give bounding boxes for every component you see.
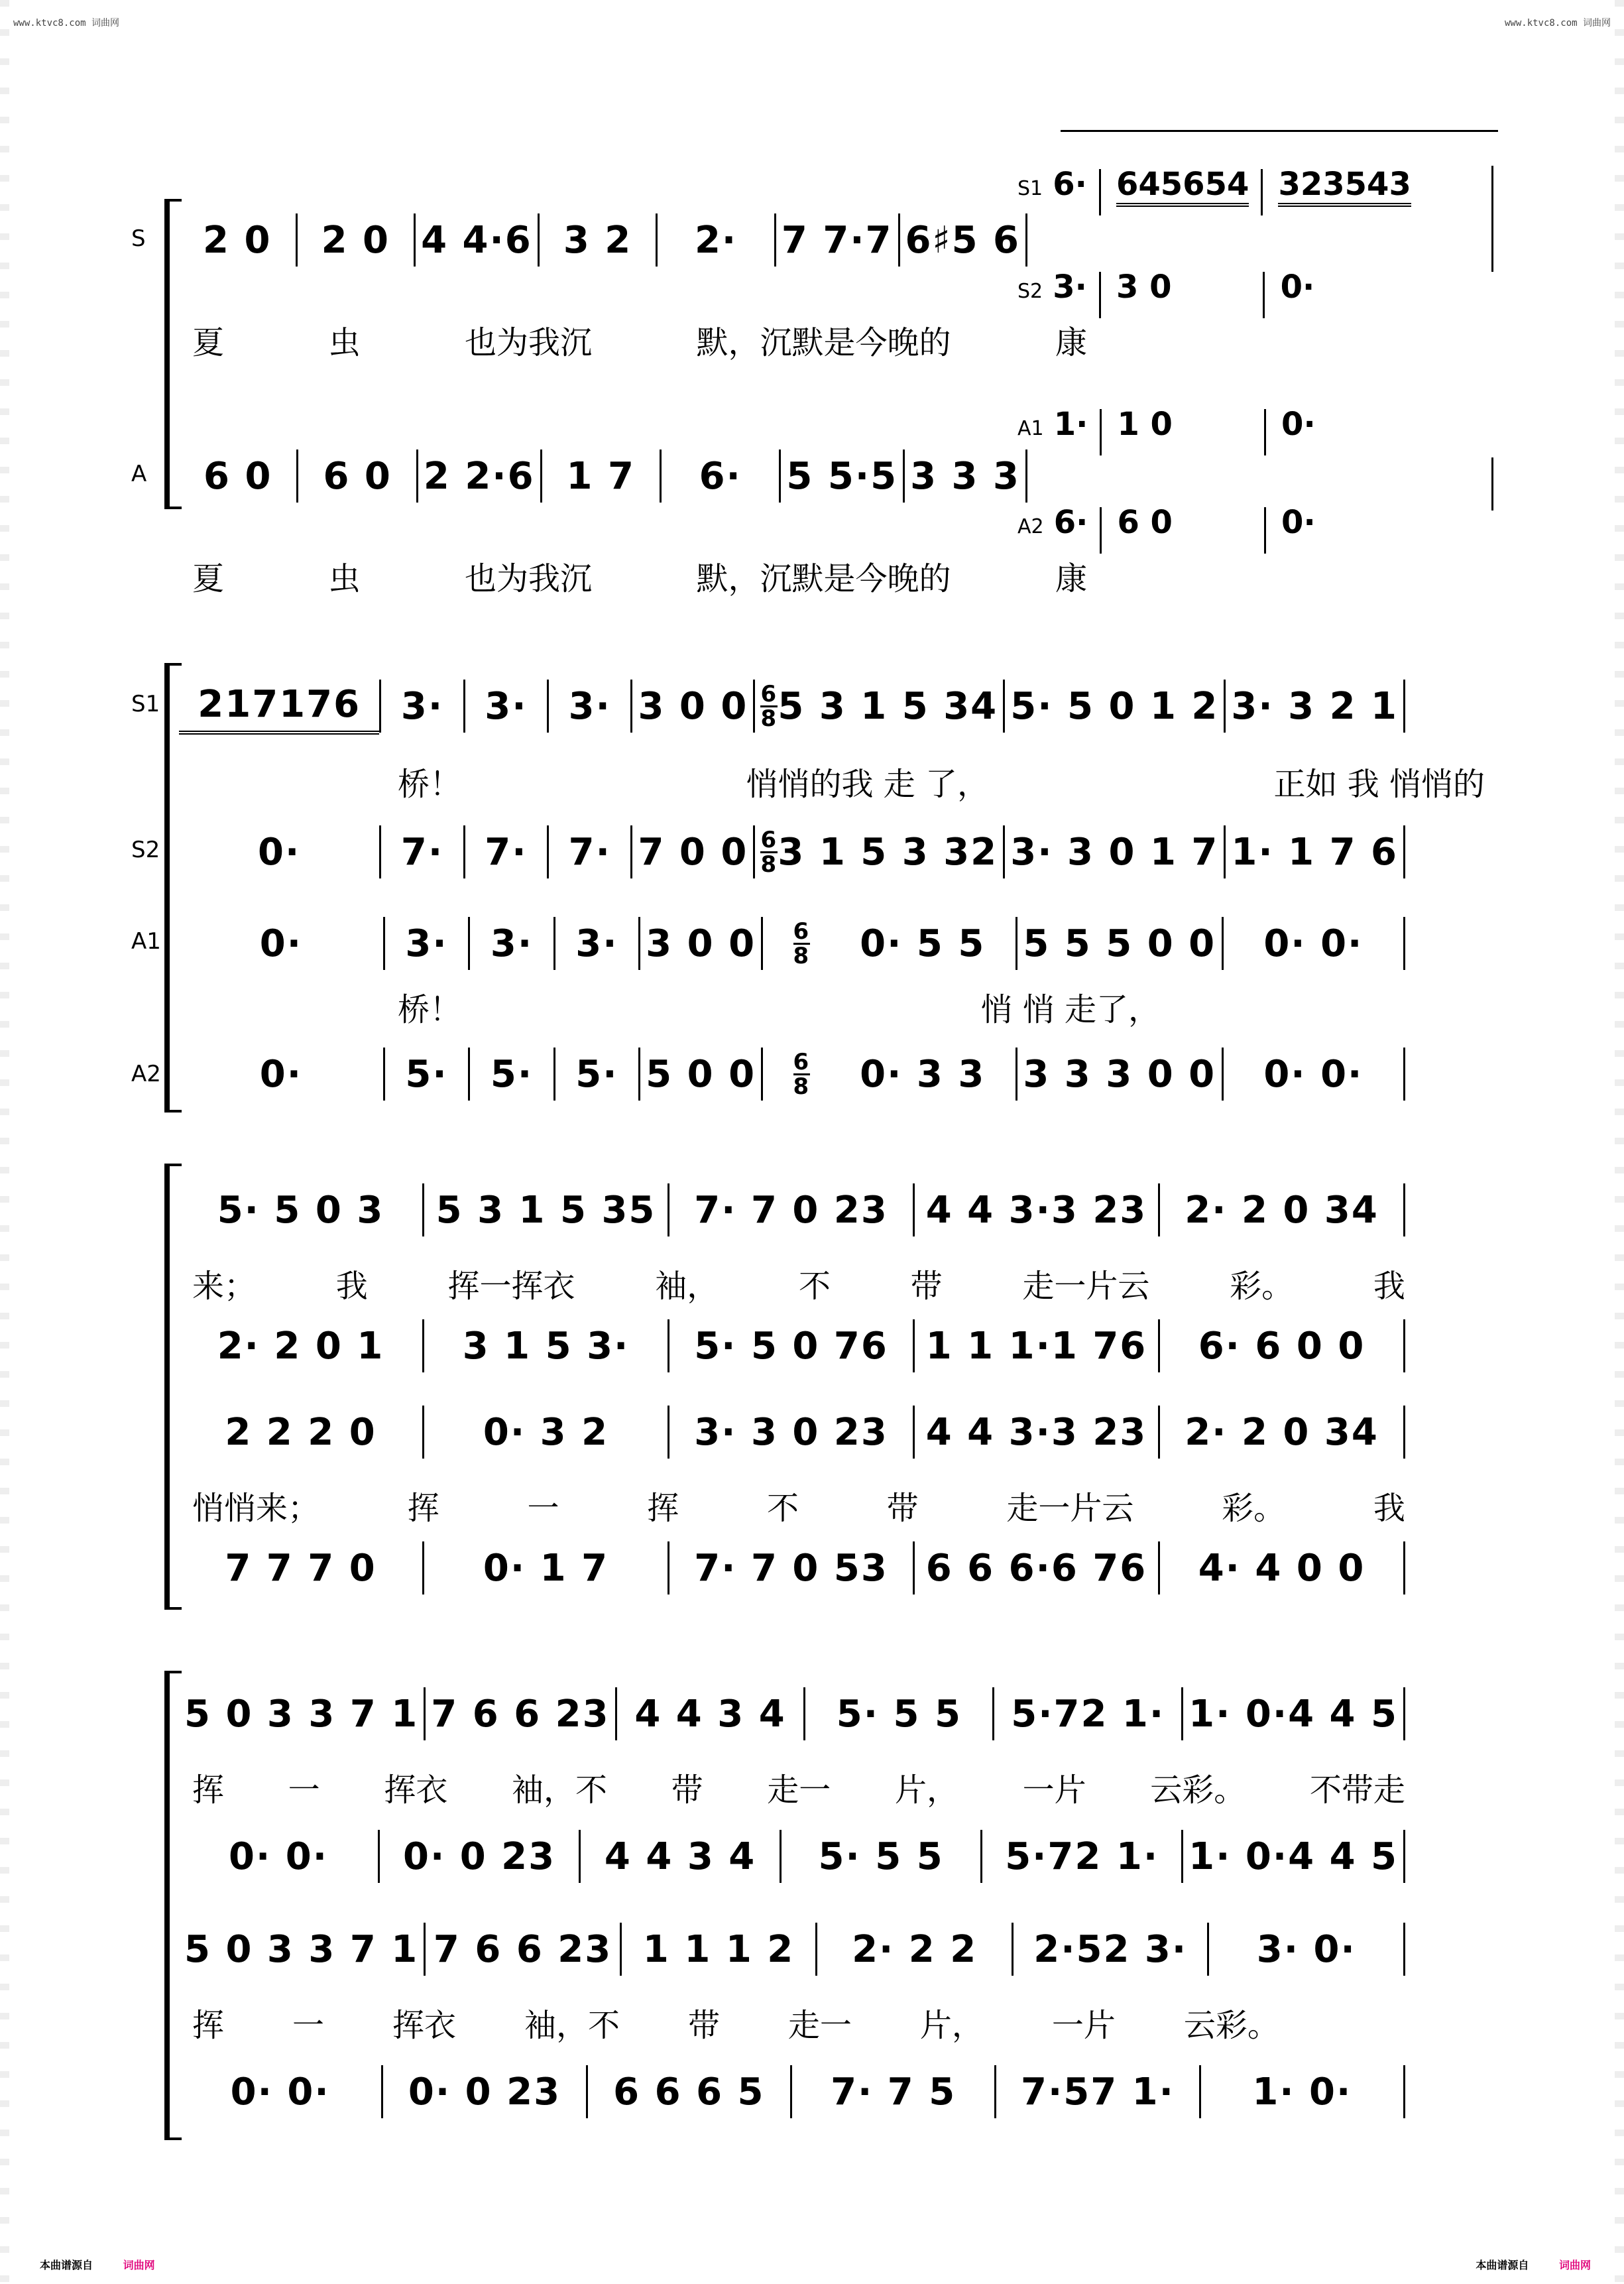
measure: 3· bbox=[463, 680, 547, 733]
time-signature bbox=[793, 1048, 811, 1100]
measure: 1· 0· bbox=[1199, 2065, 1403, 2118]
measure: 6 6 6 5 bbox=[586, 2065, 790, 2118]
divisi-s1 bbox=[1017, 166, 1411, 215]
staff-row-4 bbox=[179, 2065, 1405, 2118]
voice-label-a1: A1 bbox=[1017, 417, 1044, 440]
measure: 7· 7 0 53 bbox=[667, 1541, 913, 1594]
note-group: 5 3 1 5 34 bbox=[778, 684, 998, 728]
measure: 7· 7 0 23 bbox=[667, 1183, 913, 1236]
lyric: 一片 bbox=[1022, 1771, 1086, 1809]
measure: 7· bbox=[463, 825, 547, 878]
lyric: 一 bbox=[288, 1771, 320, 1809]
fermata-note: 1· bbox=[1053, 406, 1088, 443]
barline bbox=[1403, 1923, 1405, 1976]
note-group: 0· bbox=[1281, 504, 1316, 541]
measure: 0· bbox=[258, 830, 301, 874]
measure: 0· 0 23 bbox=[381, 2065, 585, 2118]
measure: 1 1 1 2 bbox=[620, 1923, 816, 1976]
measure: 2 2 2 0 bbox=[225, 1410, 377, 1454]
note-group: 323543 bbox=[1278, 166, 1411, 207]
staff-s2 bbox=[179, 825, 1405, 878]
measure: 7 6 6 23 bbox=[424, 1687, 614, 1740]
measure: 0· 1 7 bbox=[422, 1541, 667, 1594]
barline bbox=[1403, 825, 1405, 878]
measure: 1 7 bbox=[540, 450, 660, 503]
measure: 5· 5 5 bbox=[780, 1830, 980, 1883]
divisi-s2 bbox=[1017, 269, 1314, 318]
measure: 3· 0· bbox=[1207, 1923, 1403, 1976]
measure: 4 4 3 4 bbox=[579, 1830, 780, 1883]
lyric: 片， bbox=[894, 1771, 958, 1809]
note-group: 0· bbox=[1281, 406, 1316, 443]
left-watermark-strip bbox=[0, 0, 9, 2284]
lyric: 不带走 bbox=[1309, 1771, 1405, 1809]
lyric: 康 bbox=[1055, 324, 1087, 361]
lyric: 我 bbox=[1373, 1489, 1405, 1527]
lyric: 康 bbox=[1055, 560, 1087, 597]
measure: 1 1 1·1 76 bbox=[913, 1319, 1158, 1372]
lyric: 不 bbox=[798, 1267, 831, 1305]
barline bbox=[1025, 450, 1027, 503]
lyric: 虫 bbox=[328, 324, 361, 361]
measure: 4 4 3·3 23 bbox=[913, 1183, 1158, 1236]
lyric: 不 bbox=[766, 1489, 799, 1527]
barline bbox=[1403, 2065, 1405, 2118]
lyric: 彩。 bbox=[1222, 1489, 1286, 1527]
note-group: 0· 5 5 bbox=[860, 922, 986, 965]
note-group: 6 0 bbox=[1117, 504, 1173, 541]
lyric: 默，沉默是今晚的 bbox=[696, 560, 951, 597]
staff-row-2 bbox=[179, 1319, 1405, 1372]
divisi-top-line bbox=[1061, 130, 1498, 132]
header-left: www.ktvc8.com 词曲网 bbox=[13, 18, 120, 29]
lyrics-row-1 bbox=[192, 1767, 1405, 1807]
voice-label-s2: S2 bbox=[131, 837, 160, 863]
measure: 0· bbox=[259, 1052, 303, 1096]
voice-label-s: S bbox=[131, 225, 146, 252]
staff-s bbox=[179, 213, 1027, 267]
lyric: 云彩。 bbox=[1183, 2006, 1279, 2044]
measure bbox=[761, 1048, 1015, 1101]
measure: 3· 3 0 23 bbox=[667, 1406, 913, 1459]
lyrics-s bbox=[192, 320, 1087, 359]
lyric: 袖，不 bbox=[524, 2006, 620, 2044]
right-watermark-strip bbox=[1615, 0, 1624, 2284]
lyric: 走一片云 bbox=[1022, 1267, 1150, 1305]
staff-row-3 bbox=[179, 1406, 1405, 1459]
footer-text: 本曲谱源自 bbox=[40, 2259, 93, 2271]
lyric: 带 bbox=[910, 1267, 943, 1305]
lyric: 带 bbox=[687, 2006, 720, 2044]
lyric: 挥衣 bbox=[384, 1771, 448, 1809]
measure: 5 0 3 3 7 1 bbox=[184, 1692, 419, 1736]
staff-row-3 bbox=[179, 1923, 1405, 1976]
measure: 3 3 3 bbox=[903, 450, 1025, 503]
measure: 3· bbox=[468, 917, 553, 970]
measure: 0· 0· bbox=[1222, 917, 1403, 970]
voice-label-a1: A1 bbox=[131, 928, 161, 955]
lyric: 正如 我 悄悄的 bbox=[1273, 765, 1485, 803]
footer-left bbox=[40, 2257, 155, 2272]
lyrics-s1 bbox=[398, 761, 1485, 801]
measure: 6 0 bbox=[296, 450, 416, 503]
lyric: 虫 bbox=[328, 560, 361, 597]
barline bbox=[1403, 1541, 1405, 1594]
voice-label-a2: A2 bbox=[1017, 515, 1044, 538]
lyrics-row-1 bbox=[192, 1263, 1405, 1303]
measure: 5· 5 5 bbox=[803, 1687, 992, 1740]
measure: 2· bbox=[656, 213, 774, 267]
lyric: 我 bbox=[1373, 1267, 1405, 1305]
lyric: 袖， bbox=[655, 1267, 719, 1305]
lyric: 挥一挥衣 bbox=[447, 1267, 575, 1305]
lyric: 悄 悄 走了， bbox=[980, 991, 1160, 1028]
measure: 7 0 0 bbox=[630, 825, 753, 878]
barline bbox=[1403, 1048, 1405, 1101]
lyrics-a1 bbox=[398, 987, 1160, 1026]
measure: 6· 6 0 0 bbox=[1158, 1319, 1403, 1372]
note-group: 0· 3 3 bbox=[860, 1052, 986, 1096]
barline bbox=[1491, 166, 1493, 272]
measure: 5·72 1· bbox=[980, 1830, 1181, 1883]
lyric: 片， bbox=[919, 2006, 984, 2044]
measure: 6 6 6·6 76 bbox=[913, 1541, 1158, 1594]
lyric: 桥！ bbox=[398, 991, 462, 1028]
measure: 7 7·7 bbox=[774, 213, 898, 267]
lyric: 一 bbox=[292, 2006, 324, 2044]
ts-top: 6 bbox=[793, 918, 811, 945]
fermata-note: 6· bbox=[1053, 504, 1088, 541]
measure: 217176 bbox=[179, 678, 379, 735]
measure: 2· 2 2 bbox=[815, 1923, 1012, 1976]
measure: 1· 0·4 4 5 bbox=[1181, 1830, 1403, 1883]
barline bbox=[1403, 1183, 1405, 1236]
measure: 4· 4 0 0 bbox=[1158, 1541, 1403, 1594]
barline bbox=[1403, 1830, 1405, 1883]
measure: 3 3 3 0 0 bbox=[1015, 1048, 1222, 1101]
measure: 5 3 1 5 35 bbox=[422, 1183, 667, 1236]
measure: 5 0 3 3 7 1 bbox=[184, 1927, 419, 1971]
lyric: 一 bbox=[527, 1489, 559, 1527]
barline bbox=[1403, 1319, 1405, 1372]
lyric: 挥 bbox=[192, 1771, 225, 1809]
measure: 6· bbox=[660, 450, 779, 503]
fermata-note: 6· bbox=[1053, 166, 1087, 203]
measure: 7· bbox=[547, 825, 630, 878]
lyric: 悄悄来； bbox=[192, 1489, 320, 1527]
lyric: 一片 bbox=[1051, 2006, 1116, 2044]
measure: 3 1 5 3· bbox=[422, 1319, 667, 1372]
lyric: 走一 bbox=[787, 2006, 852, 2044]
ts-top: 6 bbox=[760, 680, 778, 707]
measure: 2 2·6 bbox=[416, 450, 540, 503]
measure: 2 0 bbox=[296, 213, 414, 267]
note-group: 0· bbox=[1280, 269, 1315, 306]
measure: 7· 7 5 bbox=[790, 2065, 994, 2118]
measure: 4 4·6 bbox=[414, 213, 538, 267]
staff-s1 bbox=[179, 680, 1405, 733]
measure: 0· 0 23 bbox=[378, 1830, 579, 1883]
measure: 7 7 7 0 bbox=[225, 1546, 377, 1590]
lyric: 来； bbox=[192, 1267, 257, 1305]
measure: 5· bbox=[468, 1048, 553, 1101]
fermata-note: 3· bbox=[1053, 269, 1087, 306]
measure: 3· 3 0 1 7 bbox=[1003, 825, 1224, 878]
staff-a2 bbox=[179, 1048, 1405, 1101]
staff-a bbox=[179, 450, 1027, 503]
lyric: 悄悄的我 走 了， bbox=[746, 765, 989, 803]
lyric: 我 bbox=[335, 1267, 368, 1305]
lyric: 也为我沉 bbox=[464, 560, 592, 597]
barline bbox=[1403, 1406, 1405, 1459]
measure: 5· bbox=[383, 1048, 468, 1101]
lyric: 也为我沉 bbox=[464, 324, 592, 361]
measure: 7· bbox=[379, 825, 463, 878]
measure bbox=[761, 917, 1015, 970]
voice-label-s1: S1 bbox=[131, 691, 160, 717]
lyric: 挥 bbox=[407, 1489, 439, 1527]
measure: 4 4 3 4 bbox=[615, 1687, 804, 1740]
lyric: 彩。 bbox=[1230, 1267, 1294, 1305]
measure: 7·57 1· bbox=[994, 2065, 1198, 2118]
barline bbox=[1403, 1687, 1405, 1740]
measure: 5 0 0 bbox=[638, 1048, 761, 1101]
measure: 1· 0·4 4 5 bbox=[1181, 1687, 1403, 1740]
measure bbox=[753, 680, 1003, 733]
barline bbox=[1403, 680, 1405, 733]
lyric: 挥 bbox=[647, 1489, 679, 1527]
header-right: www.ktvc8.com 词曲网 bbox=[1504, 18, 1611, 29]
time-signature bbox=[760, 680, 778, 732]
measure: 2· 2 0 34 bbox=[1158, 1183, 1403, 1236]
measure: 0· 3 2 bbox=[422, 1406, 667, 1459]
time-signature bbox=[793, 920, 811, 967]
lyric: 袖，不 bbox=[511, 1771, 607, 1809]
measure: 3· bbox=[383, 917, 468, 970]
measure: 6 0 bbox=[203, 454, 272, 498]
time-signature bbox=[760, 826, 778, 878]
measure bbox=[753, 825, 1003, 878]
voice-label-a: A bbox=[131, 461, 147, 487]
ts-top: 6 bbox=[760, 826, 778, 853]
measure: 2·52 3· bbox=[1012, 1923, 1208, 1976]
note-group: 3 1 5 3 32 bbox=[778, 830, 998, 874]
lyric: 夏 bbox=[192, 560, 225, 597]
note-group: 3 0 bbox=[1116, 269, 1172, 306]
measure: 3 2 bbox=[538, 213, 656, 267]
footer-brand-link[interactable]: 词曲网 bbox=[1558, 2259, 1591, 2271]
ts-bottom: 8 bbox=[793, 1073, 811, 1100]
barline bbox=[1025, 213, 1027, 267]
voice-label-s1: S1 bbox=[1017, 177, 1043, 200]
measure: 1· 1 7 6 bbox=[1224, 825, 1403, 878]
lyric: 带 bbox=[671, 1771, 703, 1809]
measure: 5 5·5 bbox=[779, 450, 903, 503]
measure: 3· bbox=[547, 680, 630, 733]
lyric: 默，沉默是今晚的 bbox=[696, 324, 951, 361]
lyric: 挥衣 bbox=[392, 2006, 456, 2044]
measure: 5 5 5 0 0 bbox=[1015, 917, 1222, 970]
measure: 5· bbox=[553, 1048, 638, 1101]
lyric: 云彩。 bbox=[1150, 1771, 1246, 1809]
measure: 3· bbox=[379, 680, 463, 733]
voice-label-a2: A2 bbox=[131, 1061, 161, 1087]
measure: 3 0 0 bbox=[630, 680, 753, 733]
measure: 0· 0· bbox=[230, 2070, 330, 2114]
measure: 2· 2 0 1 bbox=[217, 1324, 384, 1368]
lyric: 挥 bbox=[192, 2006, 225, 2044]
note-group: 1 0 bbox=[1117, 406, 1173, 443]
measure: 0· 0· bbox=[229, 1834, 328, 1878]
measure: 5· 5 0 1 2 bbox=[1003, 680, 1224, 733]
measure: 2 0 bbox=[203, 218, 272, 262]
footer-right bbox=[1476, 2257, 1591, 2272]
lyrics-a bbox=[192, 556, 1087, 595]
ts-bottom: 8 bbox=[760, 705, 778, 732]
note-group: 645654 bbox=[1116, 166, 1249, 207]
staff-row-1 bbox=[179, 1687, 1405, 1740]
lyric: 带 bbox=[886, 1489, 919, 1527]
staff-a1 bbox=[179, 917, 1405, 970]
measure: 7 6 6 23 bbox=[424, 1923, 620, 1976]
measure: 3· 3 2 1 bbox=[1224, 680, 1403, 733]
footer-brand-link[interactable]: 词曲网 bbox=[123, 2259, 155, 2271]
ts-top: 6 bbox=[793, 1048, 811, 1075]
measure: 6♯5 6 bbox=[898, 213, 1026, 267]
lyric: 走一 bbox=[767, 1771, 831, 1809]
measure: 3 0 0 bbox=[638, 917, 761, 970]
staff-row-1 bbox=[179, 1183, 1405, 1236]
measure: 0· 0· bbox=[1222, 1048, 1403, 1101]
measure: 5·72 1· bbox=[992, 1687, 1181, 1740]
divisi-a2 bbox=[1017, 504, 1316, 554]
measure: 2· 2 0 34 bbox=[1158, 1406, 1403, 1459]
measure: 0· bbox=[259, 922, 303, 965]
measure: 3· bbox=[553, 917, 638, 970]
barline bbox=[1403, 917, 1405, 970]
voice-label-s2: S2 bbox=[1017, 280, 1043, 303]
lyrics-row-3 bbox=[192, 2002, 1279, 2042]
barline bbox=[1491, 457, 1493, 511]
lyrics-row-3 bbox=[192, 1485, 1405, 1525]
divisi-a1 bbox=[1017, 406, 1316, 455]
staff-row-2 bbox=[179, 1830, 1405, 1883]
lyric: 夏 bbox=[192, 324, 225, 361]
ts-bottom: 8 bbox=[760, 851, 778, 878]
staff-row-4 bbox=[179, 1541, 1405, 1594]
lyric: 桥！ bbox=[398, 765, 462, 803]
measure: 5· 5 0 3 bbox=[217, 1188, 384, 1232]
ts-bottom: 8 bbox=[793, 942, 811, 969]
measure: 5· 5 0 76 bbox=[667, 1319, 913, 1372]
footer-text: 本曲谱源自 bbox=[1476, 2259, 1529, 2271]
measure: 4 4 3·3 23 bbox=[913, 1406, 1158, 1459]
lyric: 走一片云 bbox=[1006, 1489, 1134, 1527]
